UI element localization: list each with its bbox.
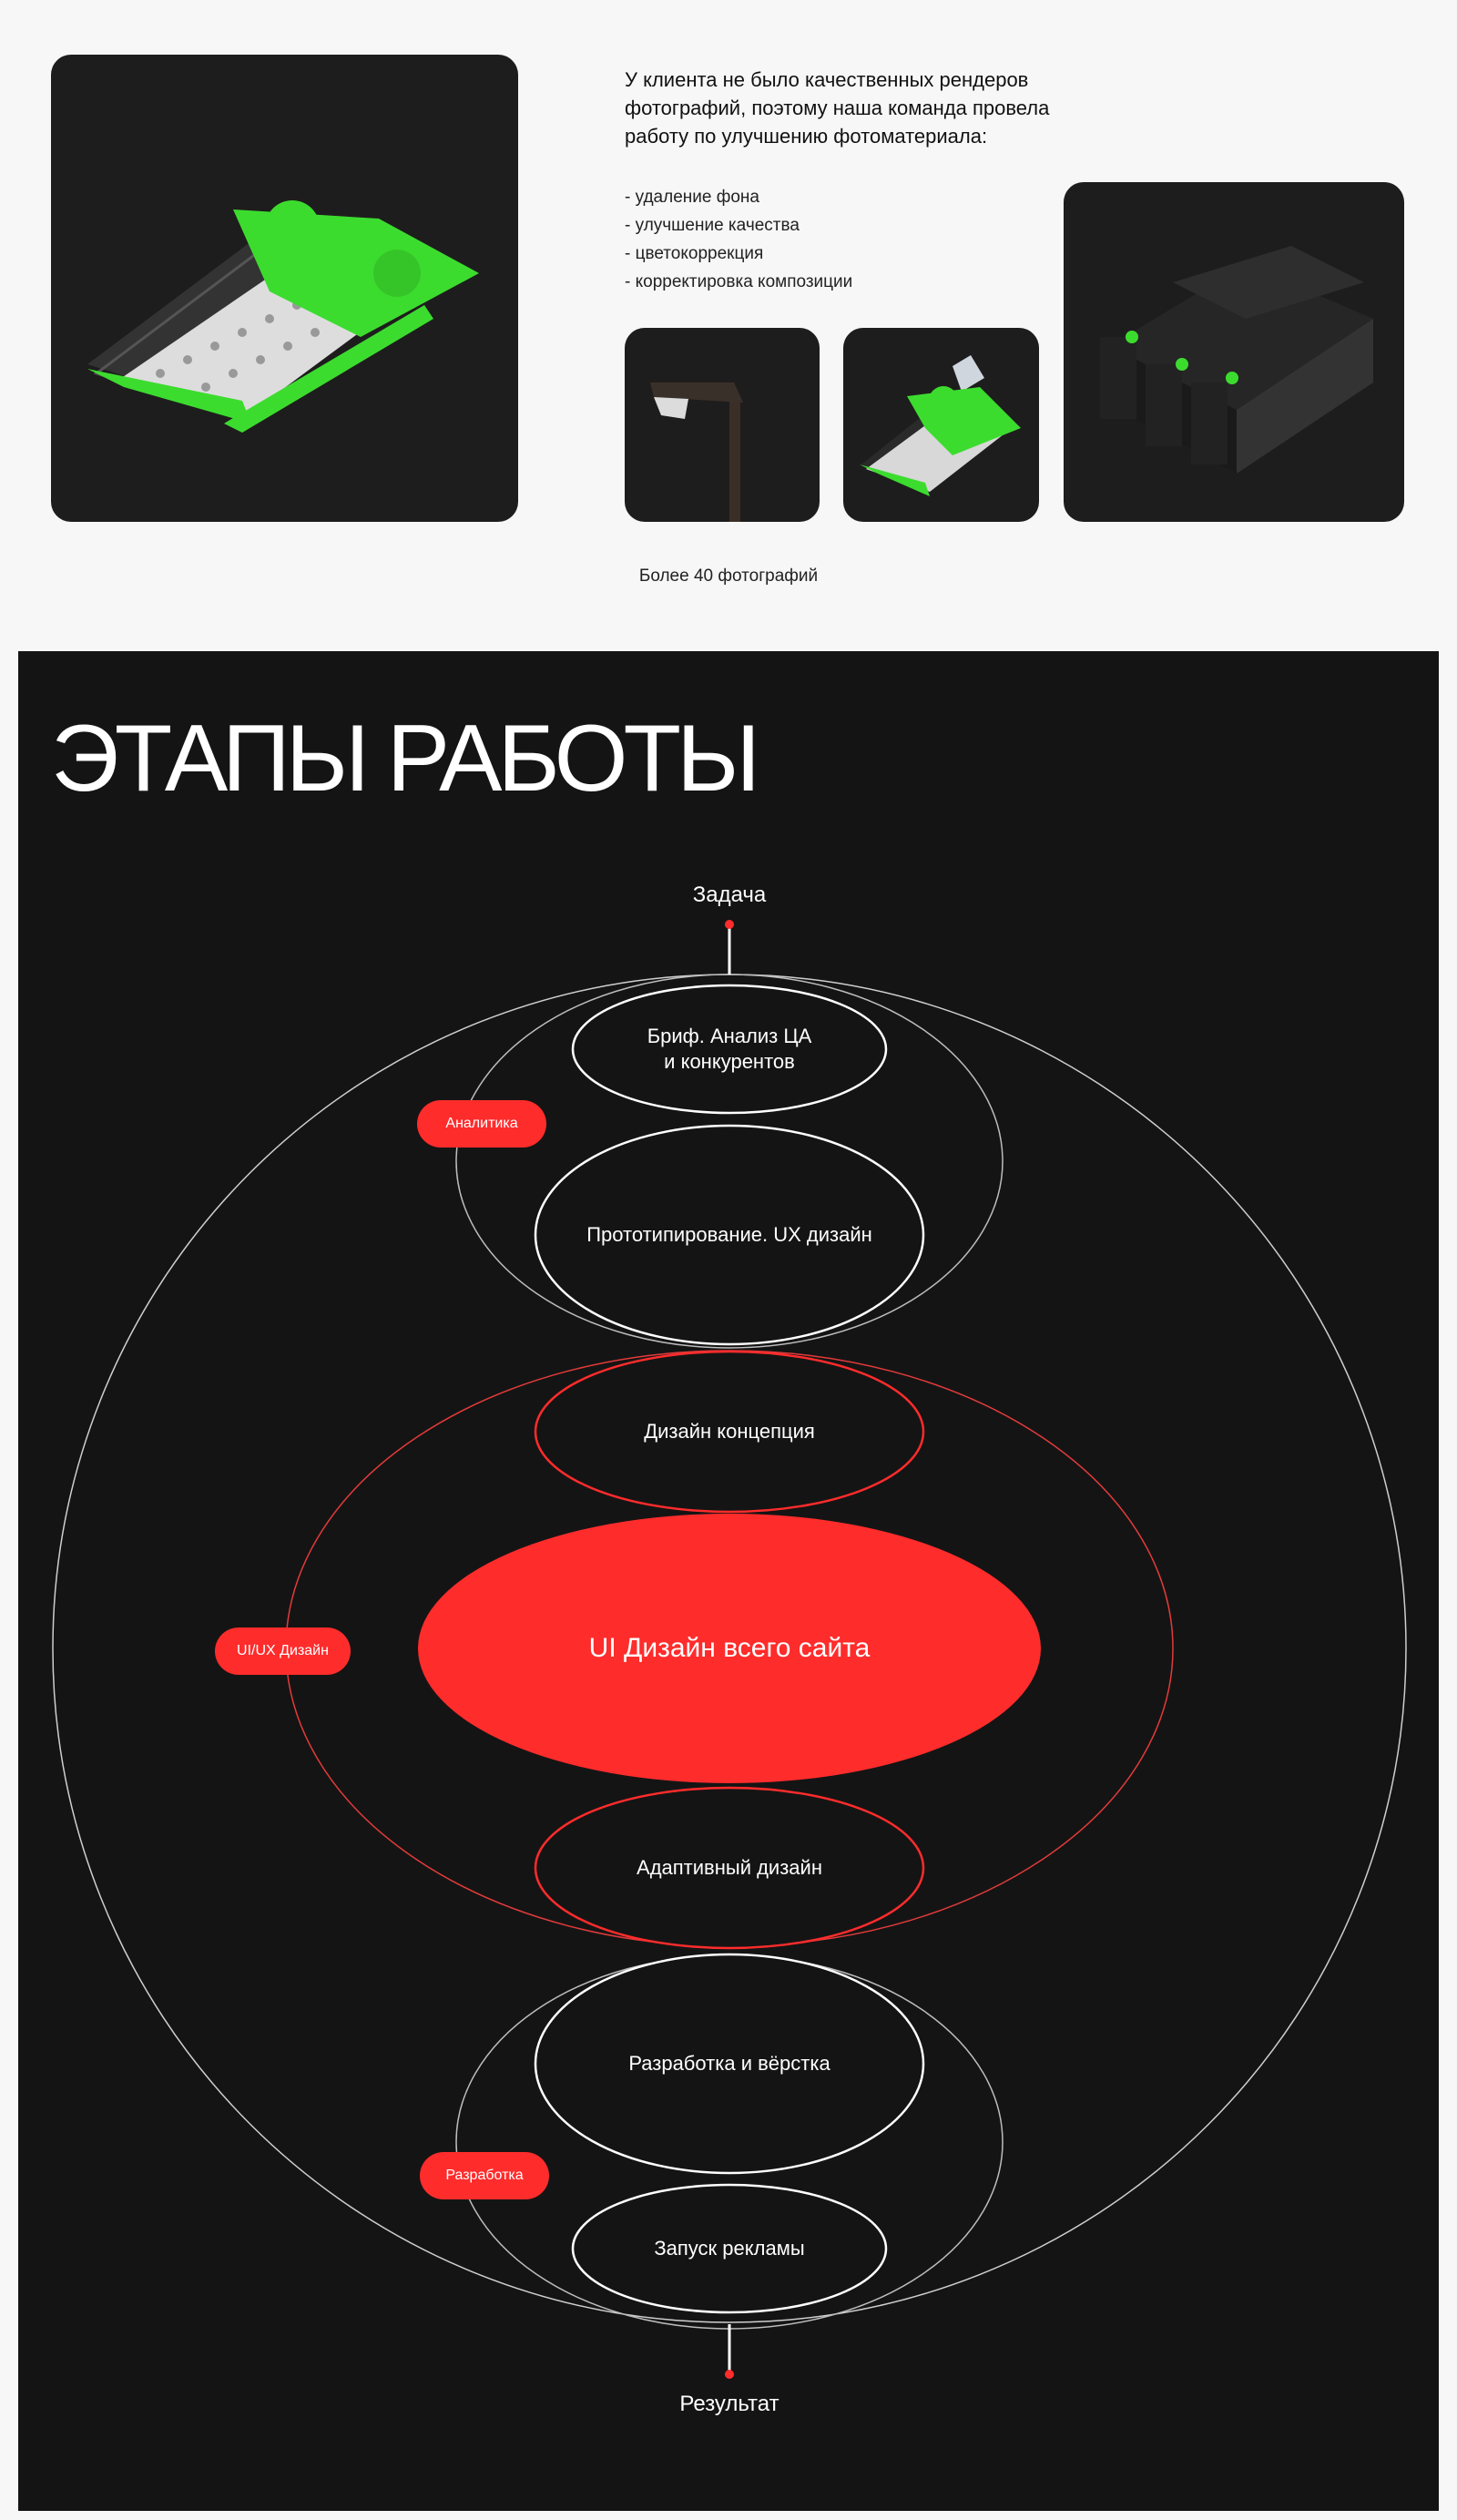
development-badge: Разработка: [420, 2152, 549, 2199]
photos-caption: Более 40 фотографий: [638, 566, 819, 586]
intro-text: У клиента не было качественных рендеров фотографий, поэтому наша команда провела работу по улучшению фотоматериала:: [625, 68, 1050, 148]
end-dot: [725, 2370, 734, 2379]
design-badge: UI/UX Дизайн: [215, 1627, 351, 1675]
step-adaptive: Адаптивный дизайн: [637, 1856, 822, 1879]
list-item: - корректировка композиции: [625, 272, 853, 291]
list-item: - улучшение качества: [625, 216, 800, 235]
step-concept: Дизайн концепция: [644, 1420, 815, 1443]
analytics-badge: Аналитика: [417, 1100, 546, 1148]
step-prototyping: Прототипирование. UX дизайн: [586, 1223, 872, 1246]
list-item: - удаление фона: [625, 188, 759, 207]
list-item: - цветокоррекция: [625, 244, 764, 263]
step-brief: Бриф. Анализ ЦА и конкурентов: [647, 1025, 812, 1073]
step-dev: Разработка и вёрстка: [628, 2052, 830, 2075]
end-label: Результат: [679, 2392, 779, 2416]
start-label: Задача: [692, 883, 767, 907]
step-ui-design: UI Дизайн всего сайта: [588, 1633, 871, 1663]
step-ads: Запуск рекламы: [654, 2237, 805, 2260]
start-dot: [725, 920, 734, 929]
page-title: ЭТАПЫ РАБОТЫ: [51, 706, 757, 811]
